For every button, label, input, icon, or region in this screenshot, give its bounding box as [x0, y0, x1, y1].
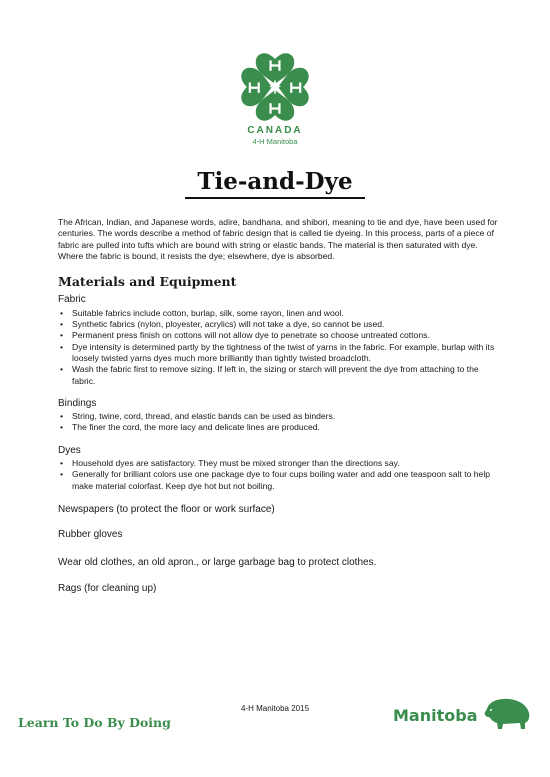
brand-country: CANADA — [247, 125, 303, 136]
dyes-heading: Dyes — [58, 444, 81, 456]
manitoba-wordmark: Manitoba — [393, 706, 478, 725]
page-title: Tie-and-Dye — [197, 168, 353, 195]
list-item: • Dye intensity is determined partly by the tightness of the twist of yarns in the fabric. For example, burlap with its loosely twisted yarns dyes much more brilliantly than tightly twisted broadcloth. — [58, 342, 498, 365]
intro-paragraph: The African, Indian, and Japanese words, adire, bandhana, and shibori, meaning to tie and dye, have been used for centuries. The words describe a method of fabric design that is called tie dyeing. In this process, parts of a piece of fabric are pulled into tufts which are bound with string or elastic bands. The material is then saturated with dye. Where the fabric is bound, it resists the dye; elsewhere, dye is absorbed. — [58, 217, 498, 261]
list-item: • Generally for brilliant colors use one package dye to four cups boiling water and add one teaspoon salt to help make material colorfast. Keep dye hot but not boiling. — [58, 469, 498, 492]
clothes-line: Wear old clothes, an old apron., or large garbage bag to protect clothes. — [58, 556, 377, 568]
fabric-heading: Fabric — [58, 294, 86, 306]
title-underline — [185, 197, 365, 199]
footer-slogan: Learn To Do By Doing — [18, 715, 171, 730]
brand-org: 4-H Manitoba — [252, 137, 298, 146]
document-body — [58, 217, 498, 594]
bindings-heading: Bindings — [58, 397, 97, 409]
four-h-clover-icon — [238, 50, 312, 124]
list-item: • Household dyes are satisfactory. They must be mixed stronger than the directions say. — [58, 458, 498, 469]
list-item: • String, twine, cord, thread, and elastic bands can be used as binders. — [58, 411, 498, 422]
list-item: • The finer the cord, the more lacy and delicate lines are produced. — [58, 422, 498, 433]
list-item: • Wash the fabric first to remove sizing. If left in, the sizing or starch will prevent the dye from attaching to the fabric. — [58, 364, 498, 387]
newspapers-line: Newspapers (to protect the floor or work surface) — [58, 503, 275, 515]
list-item: • Synthetic fabrics (nylon, ployester, acrylics) will not take a dye, so cannot be used. — [58, 319, 498, 330]
materials-heading: Materials and Equipment — [58, 274, 237, 290]
rags-line: Rags (for cleaning up) — [58, 582, 157, 594]
gloves-line: Rubber gloves — [58, 529, 123, 541]
list-item: • Suitable fabrics include cotton, burlap, silk, some rayon, linen and wool. — [58, 308, 498, 319]
list-item: • Permanent press finish on cottons will not allow dye to penetrate so choose untreated cottons. — [58, 330, 498, 341]
footer-copyright: 4-H Manitoba 2015 — [240, 704, 310, 713]
bison-icon — [483, 697, 531, 731]
